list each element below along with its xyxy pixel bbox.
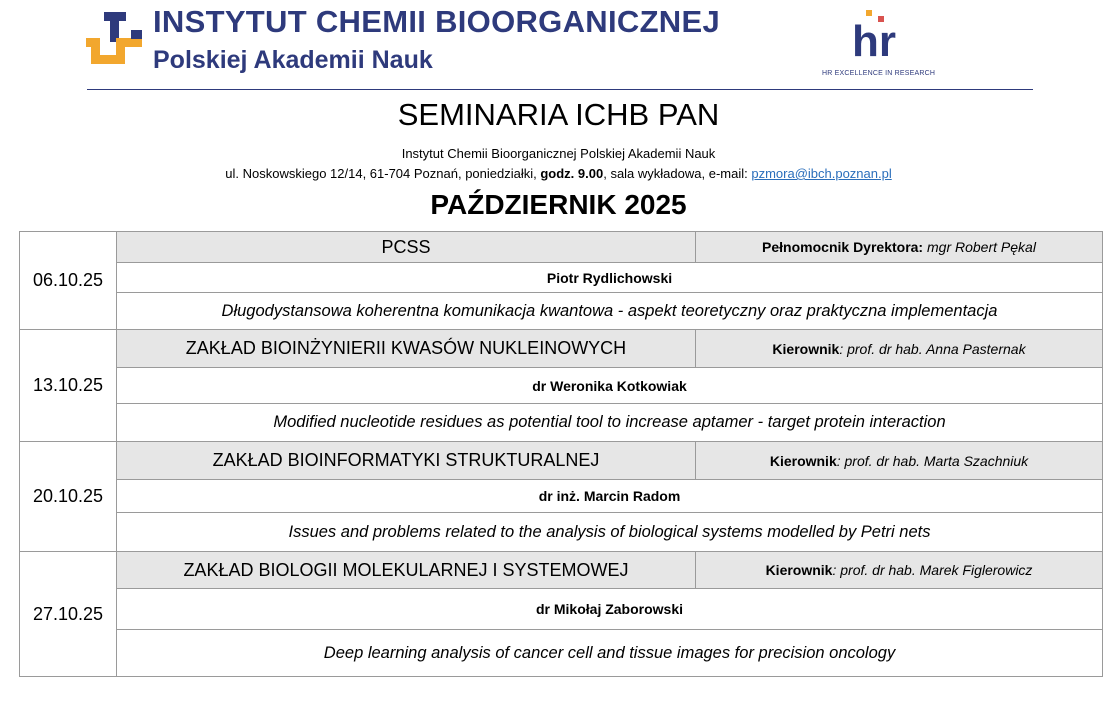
department-name: ZAKŁAD BIOLOGII MOLEKULARNEJ I SYSTEMOWEJ (117, 552, 696, 589)
department-head (696, 552, 1103, 589)
department-head (696, 232, 1103, 263)
head-role: Pełnomocnik Dyrektora: (762, 239, 924, 255)
talk-title: Długodystansowa koherentna komunikacja kwantowa - aspekt teoretyczny oraz praktyczna implementacja (117, 293, 1103, 330)
department-head (696, 442, 1103, 480)
month-heading: PAŹDZIERNIK 2025 (430, 189, 687, 220)
head-role: Kierownik (769, 452, 837, 469)
department-name: ZAKŁAD BIOINFORMATYKI STRUKTURALNEJ (117, 442, 696, 480)
head-name: : prof. dr hab. Marta Szachniuk (836, 452, 1029, 469)
head-name: mgr Robert Pękal (923, 239, 1036, 255)
head-name: : prof. dr hab. Marek Figlerowicz (832, 562, 1033, 578)
table-row (20, 263, 1103, 293)
address-text: ul. Noskowskiego 12/14, 61-704 Poznań, poniedziałki, (225, 166, 541, 181)
talk-title: Modified nucleotide residues as potential tool to increase aptamer - target protein interaction (117, 404, 1103, 442)
head-role: Kierownik (772, 340, 840, 357)
hr-caption: HR EXCELLENCE IN RESEARCH (822, 70, 936, 77)
table-row (20, 442, 1103, 480)
table-row (20, 552, 1103, 589)
head-role: Kierownik (765, 562, 833, 578)
hr-excellence-logo-icon (850, 10, 900, 62)
email-link[interactable]: pzmora@ibch.poznan.pl (751, 166, 892, 181)
table-row (20, 513, 1103, 552)
hr-logo-text: hr (852, 17, 896, 62)
department-name: ZAKŁAD BIOINŻYNIERII KWASÓW NUKLEINOWYCH (117, 330, 696, 368)
institute-logo-icon (86, 12, 142, 74)
table-row (20, 480, 1103, 513)
talk-title: Deep learning analysis of cancer cell and tissue images for precision oncology (117, 630, 1103, 677)
speaker-name: dr Mikołaj Zaborowski (117, 589, 1103, 630)
institute-name: INSTYTUT CHEMII BIOORGANICZNEJ (153, 4, 721, 39)
table-row (20, 293, 1103, 330)
academy-name: Polskiej Akademii Nauk (153, 46, 433, 74)
table-row (20, 232, 1103, 263)
table-row (20, 589, 1103, 630)
institute-line: Instytut Chemii Bioorganicznej Polskiej Akademii Nauk (401, 146, 716, 161)
session-date: 27.10.25 (20, 552, 117, 677)
talk-title: Issues and problems related to the analysis of biological systems modelled by Petri nets (117, 513, 1103, 552)
speaker-name: dr Weronika Kotkowiak (117, 368, 1103, 404)
address-line (0, 166, 1117, 181)
department-name: PCSS (117, 232, 696, 263)
seminar-title: SEMINARIA ICHB PAN (397, 97, 720, 132)
speaker-name: Piotr Rydlichowski (117, 263, 1103, 293)
session-date: 20.10.25 (20, 442, 117, 552)
session-date: 06.10.25 (20, 232, 117, 330)
schedule-table (19, 231, 1103, 677)
head-name: : prof. dr hab. Anna Pasternak (839, 340, 1026, 357)
address-text-2: , sala wykładowa, e-mail: (603, 166, 752, 181)
speaker-name: dr inż. Marcin Radom (117, 480, 1103, 513)
department-head (696, 330, 1103, 368)
header (0, 0, 1117, 90)
header-divider (87, 89, 1033, 90)
session-date: 13.10.25 (20, 330, 117, 442)
seminar-time: godz. 9.00 (540, 166, 604, 181)
table-row (20, 404, 1103, 442)
table-row (20, 630, 1103, 677)
table-row (20, 368, 1103, 404)
table-row (20, 330, 1103, 368)
